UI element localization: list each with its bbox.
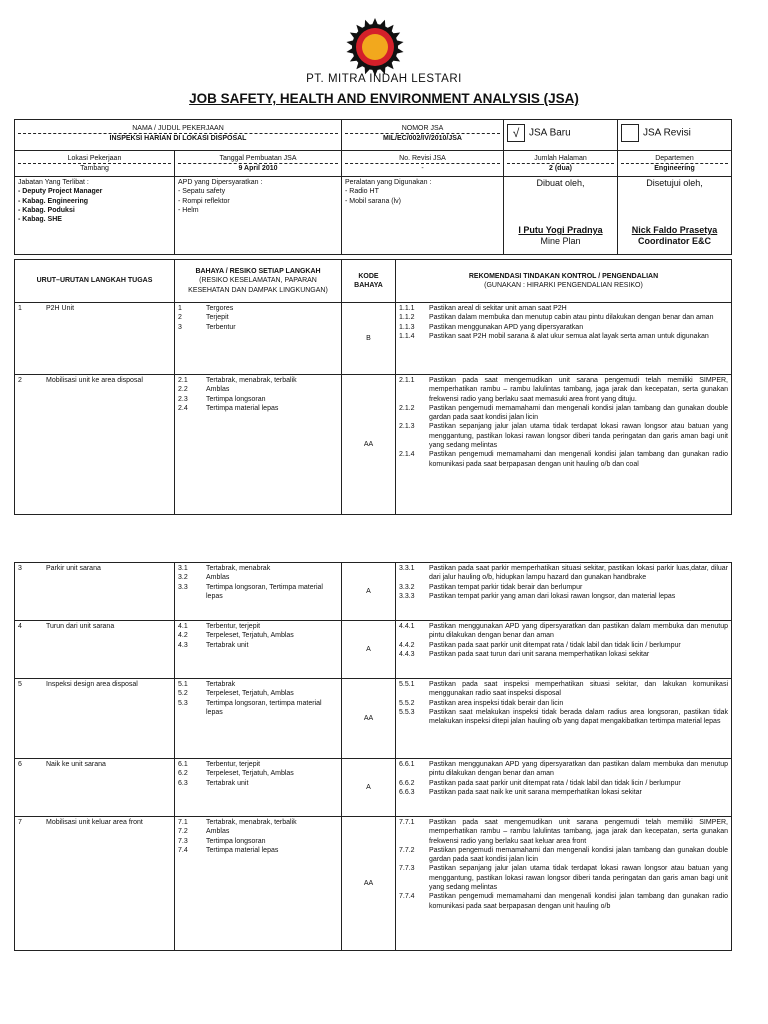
apd-item: - Helm bbox=[178, 206, 199, 214]
recommendation-text: Pastikan tempat parkir tidak berair dan berlumpur bbox=[429, 583, 583, 591]
hazard-text: Tertimpa longsoran, tertimpa material lepas bbox=[206, 699, 322, 716]
col-bahaya-sub: (RESIKO KESELAMATAN, PAPARAN KESEHATAN DAN DAMPAK LINGKUNGAN) bbox=[188, 277, 328, 294]
jabatan-item: - Kabag. Poduksi bbox=[18, 206, 75, 214]
hazard-text: Terpeleset, Terjatuh, Amblas bbox=[206, 690, 294, 698]
recommendation-text: Pastikan saat P2H mobil sarana & alat ukur semua alat layak serta aman untuk digunakan bbox=[429, 332, 709, 340]
recommendation-text: Pastikan pengemudi memamahami dan mengenali kondisi jalan tambang dan gunakan double gardan pada saat kondisi jalan licin bbox=[429, 404, 728, 422]
recommendation-item bbox=[399, 892, 728, 911]
recommendation-item bbox=[399, 422, 728, 450]
kode-bahaya: A bbox=[342, 563, 396, 621]
recommendation-item bbox=[399, 376, 728, 404]
col-urutan: URUT–URUTAN LANGKAH TUGAS bbox=[15, 260, 175, 303]
hazard-text: Tertabrak unit bbox=[206, 641, 249, 649]
recommendation-item bbox=[399, 313, 728, 322]
jabatan-item: - Deputy Project Manager bbox=[18, 188, 103, 196]
recommendation-text: Pastikan pada saat turun dari unit sarana memperhatikan lokasi sekitar bbox=[429, 650, 650, 658]
step-task: Mobilisasi unit keluar area front bbox=[46, 819, 143, 826]
table-row bbox=[15, 563, 732, 621]
recommendation-item bbox=[399, 680, 728, 699]
step-task: Naik ke unit sarana bbox=[46, 761, 106, 768]
revisi-label: No. Revisi JSA bbox=[345, 154, 500, 164]
col-rekomendasi: REKOMENDASI TINDAKAN KONTROL / PENGENDALIAN bbox=[468, 272, 659, 280]
hazard-number: 2 bbox=[178, 314, 182, 322]
recommendation-text: Pastikan pengemudi memamahami dan mengenali kondisi jalan tambang dan gunakan radio komunikasi pada saat berpapasan dengan unit hauling o/b bbox=[429, 893, 728, 910]
kode-bahaya: A bbox=[342, 621, 396, 679]
hazard-item bbox=[178, 837, 338, 846]
recommendation-cell bbox=[396, 303, 732, 375]
hazard-item bbox=[178, 699, 338, 718]
recommendation-item bbox=[399, 708, 728, 727]
hazard-text: Tertabrak, menabrak bbox=[206, 565, 271, 572]
recommendation-item bbox=[399, 818, 728, 846]
hazard-text: Terbentur, terjepit bbox=[206, 623, 261, 630]
step-number: 2 bbox=[18, 377, 22, 384]
step-number: 1 bbox=[18, 305, 22, 312]
peralatan-item: - Radio HT bbox=[345, 188, 379, 196]
step-cell bbox=[15, 621, 175, 679]
hazard-text: Amblas bbox=[206, 828, 230, 836]
hazard-cell bbox=[175, 759, 342, 817]
hazard-number: 7.4 bbox=[178, 846, 188, 854]
step-cell bbox=[15, 759, 175, 817]
recommendation-item bbox=[399, 622, 728, 641]
kode-bahaya: AA bbox=[342, 679, 396, 759]
document-title: JOB SAFETY, HEALTH AND ENVIRONMENT ANALYSIS (JSA) bbox=[189, 91, 579, 106]
peralatan-label: Peralatan yang Digunakan : bbox=[345, 179, 432, 186]
jsa-info-table bbox=[14, 119, 732, 255]
nomor-value: MIL/EC/002/IV/2010/JSA bbox=[383, 135, 462, 143]
dibuat-name: I Putu Yogi Pradnya bbox=[518, 225, 603, 235]
hazard-number: 1 bbox=[178, 305, 182, 312]
recommendation-number: 1.1.4 bbox=[399, 332, 415, 340]
hazard-cell bbox=[175, 375, 342, 515]
recommendation-cell bbox=[396, 375, 732, 515]
step-number: 3 bbox=[18, 565, 22, 572]
hazard-number: 6.1 bbox=[178, 761, 188, 768]
hazard-number: 4.3 bbox=[178, 641, 188, 649]
hazard-number: 6.2 bbox=[178, 770, 188, 778]
recommendation-number: 6.6.2 bbox=[399, 779, 415, 787]
recommendation-item bbox=[399, 650, 728, 659]
disetujui-role: Coordinator E&C bbox=[638, 236, 711, 246]
recommendation-item bbox=[399, 304, 728, 313]
hazard-number: 6.3 bbox=[178, 779, 188, 787]
hazard-number: 2.3 bbox=[178, 395, 188, 403]
hazard-text: Tertabrak bbox=[206, 681, 236, 688]
hazard-text: Tertimpa longsoran bbox=[206, 837, 266, 845]
apd-item: - Rompi reflektor bbox=[178, 197, 230, 205]
recommendation-item bbox=[399, 864, 728, 892]
hazard-text: Terpeleset, Terjatuh, Amblas bbox=[206, 770, 294, 778]
hazard-text: Tergores bbox=[206, 305, 234, 312]
peralatan-item: - Mobil sarana (lv) bbox=[345, 197, 402, 205]
hazard-number: 5.1 bbox=[178, 681, 188, 688]
hazard-item bbox=[178, 313, 338, 322]
recommendation-text: Pastikan pada saat parkir unit ditempat rata / tidak labil dan tidak licin / berlumpur bbox=[429, 779, 681, 787]
recommendation-item bbox=[399, 323, 728, 332]
jsa-revisi-label: JSA Revisi bbox=[643, 127, 691, 139]
hazard-item bbox=[178, 769, 338, 778]
hazard-cell bbox=[175, 621, 342, 679]
recommendation-item bbox=[399, 699, 728, 708]
hazard-item bbox=[178, 631, 338, 640]
tanggal-value: 9 April 2010 bbox=[238, 165, 278, 173]
disetujui-label: Disetujui oleh, bbox=[646, 178, 703, 188]
recommendation-text: Pastikan pada saat mengemudikan unit sarana pengemudi telah memiliki SIMPER, memperhatikan rambu – rambu lalulintas tambang, jaga jarak dan kecepatan, serta gunakan frekwensi radio yang berlaku saat keluar area front bbox=[429, 819, 728, 845]
recommendation-item bbox=[399, 450, 728, 469]
step-item bbox=[18, 304, 171, 313]
recommendation-cell bbox=[396, 817, 732, 951]
hazard-item bbox=[178, 404, 338, 413]
nama-value: INSPEKSI HARIAN DI LOKASI DISPOSAL bbox=[109, 135, 247, 143]
jsa-steps-table-2 bbox=[14, 562, 732, 951]
hazard-number: 2.2 bbox=[178, 386, 188, 394]
step-item bbox=[18, 760, 171, 769]
hazard-item bbox=[178, 680, 338, 689]
step-cell bbox=[15, 679, 175, 759]
hazard-text: Tertabrak unit bbox=[206, 779, 249, 787]
recommendation-item bbox=[399, 641, 728, 650]
hazard-cell bbox=[175, 817, 342, 951]
recommendation-number: 2.1.3 bbox=[399, 423, 415, 431]
recommendation-number: 3.3.1 bbox=[399, 565, 415, 572]
revisi-value: - bbox=[421, 165, 424, 173]
hazard-item bbox=[178, 304, 338, 313]
hazard-number: 2.1 bbox=[178, 377, 188, 384]
departemen-value: Engineering bbox=[654, 165, 695, 173]
hazard-number: 7.3 bbox=[178, 837, 188, 845]
step-item bbox=[18, 376, 171, 385]
step-task: P2H Unit bbox=[46, 305, 75, 312]
col-kode-sub: BAHAYA bbox=[354, 282, 383, 289]
recommendation-number: 4.4.2 bbox=[399, 641, 415, 649]
hazard-text: Tertimpa longsoran, Tertimpa material lepas bbox=[206, 583, 323, 600]
recommendation-number: 3.3.3 bbox=[399, 592, 415, 600]
hazard-cell bbox=[175, 563, 342, 621]
recommendation-text: Pastikan pada saat naik ke unit sarana memperhatikan lokasi sekitar bbox=[429, 788, 642, 796]
hazard-text: Tertimpa material lepas bbox=[206, 404, 279, 412]
recommendation-text: Pastikan area inspeksi tidak berair dan licin bbox=[429, 699, 564, 707]
recommendation-text: Pastikan tempat parkir yang aman dari lokasi rawan longsor, dan material lepas bbox=[429, 592, 676, 600]
hazard-text: Tertimpa material lepas bbox=[206, 846, 279, 854]
recommendation-item bbox=[399, 760, 728, 779]
lokasi-label: Lokasi Pekerjaan bbox=[18, 154, 171, 164]
recommendation-text: Pastikan menggunakan APD yang dipersyaratkan bbox=[429, 323, 584, 331]
hazard-text: Tertimpa longsoran bbox=[206, 395, 266, 403]
recommendation-cell bbox=[396, 679, 732, 759]
jabatan-item: - Kabag. SHE bbox=[18, 216, 62, 224]
recommendation-number: 7.7.3 bbox=[399, 865, 415, 873]
hazard-number: 7.1 bbox=[178, 819, 188, 826]
recommendation-number: 5.5.1 bbox=[399, 681, 415, 688]
hazard-number: 3.2 bbox=[178, 574, 188, 582]
recommendation-text: Pastikan pengemudi memamahami dan mengenali kondisi jalan tambang dan gunakan radio komunikasi pada saat berpapasan dengan unit hauling o/b dan coal bbox=[429, 451, 728, 468]
hazard-item bbox=[178, 689, 338, 698]
step-cell bbox=[15, 563, 175, 621]
recommendation-text: Pastikan menggunakan APD yang dipersyaratkan dan pastikan dalam membuka dan menutup pintu dilakukan dengan benar dan aman bbox=[429, 761, 728, 778]
table-row bbox=[15, 759, 732, 817]
jabatan-label: Jabatan Yang Terlibat : bbox=[18, 179, 89, 186]
recommendation-number: 1.1.1 bbox=[399, 305, 415, 312]
recommendation-number: 1.1.2 bbox=[399, 314, 415, 322]
departemen-label: Departemen bbox=[621, 154, 728, 164]
recommendation-text: Pastikan dalam membuka dan menutup cabin atau pintu dilakukan dengan benar dan aman bbox=[429, 314, 714, 322]
hazard-text: Terbentur, terjepit bbox=[206, 761, 261, 768]
hazard-number: 4.2 bbox=[178, 632, 188, 640]
hazard-item bbox=[178, 846, 338, 855]
recommendation-text: Pastikan sepanjang jalur jalan utama tidak terdapat lokasi rawan longsor atau batuan yang menggantung, pastikan lokasi rawan longsor diberi tanda peringatan dan garis aman bagi unit yang sedang melintas bbox=[429, 865, 728, 892]
step-cell bbox=[15, 817, 175, 951]
recommendation-text: Pastikan pada saat parkir unit ditempat rata / tidak labil dan tidak licin / berlumpur bbox=[429, 641, 681, 649]
halaman-label: Jumlah Halaman bbox=[507, 154, 614, 164]
kode-bahaya: AA bbox=[342, 817, 396, 951]
company-name: PT. MITRA INDAH LESTARI bbox=[306, 73, 462, 85]
recommendation-cell bbox=[396, 621, 732, 679]
recommendation-cell bbox=[396, 563, 732, 621]
recommendation-number: 4.4.1 bbox=[399, 623, 415, 630]
recommendation-number: 3.3.2 bbox=[399, 583, 415, 591]
step-cell bbox=[15, 375, 175, 515]
recommendation-number: 4.4.3 bbox=[399, 650, 415, 658]
hazard-item bbox=[178, 827, 338, 836]
hazard-number: 4.1 bbox=[178, 623, 188, 630]
recommendation-text: Pastikan pada saat mengemudikan unit sarana pengemudi telah memiliki SIMPER, memperhatikan rambu – rambu lalulintas tambang, jaga jarak dan kecepatan, serta gunakan frekwensi radio yang berlaku saat memasuki area front yang dituju. bbox=[429, 377, 728, 403]
step-task: Mobilisasi unit ke area disposal bbox=[46, 377, 143, 384]
hazard-number: 2.4 bbox=[178, 404, 188, 412]
recommendation-number: 2.1.1 bbox=[399, 377, 415, 384]
lokasi-value: Tambang bbox=[80, 165, 109, 173]
dibuat-label: Dibuat oleh, bbox=[536, 178, 585, 188]
recommendation-item bbox=[399, 404, 728, 423]
recommendation-item bbox=[399, 846, 728, 865]
col-rekomendasi-sub: (GUNAKAN : HIRARKI PENGENDALIAN RESIKO) bbox=[484, 282, 643, 289]
recommendation-number: 1.1.3 bbox=[399, 323, 415, 331]
nomor-label: NOMOR JSA bbox=[345, 124, 500, 134]
recommendation-number: 5.5.3 bbox=[399, 708, 415, 716]
hazard-number: 5.3 bbox=[178, 699, 188, 707]
hazard-item bbox=[178, 573, 338, 582]
kode-bahaya: AA bbox=[342, 375, 396, 515]
dibuat-role: Mine Plan bbox=[540, 236, 581, 246]
hazard-number: 3.3 bbox=[178, 583, 188, 591]
recommendation-text: Pastikan pada saat parkir memperhatikan situasi sekitar, pastikan lokasi parkir luas,datar, diluar dari jalur hauling o/b, hidupkan lampu hazard dan gunakan handbrake bbox=[429, 565, 728, 582]
recommendation-text: Pastikan pengemudi memamahami dan mengenali kondisi jalan tambang dan gunakan double gardan pada saat kondisi jalan licin bbox=[429, 846, 728, 864]
recommendation-text: Pastikan menggunakan APD yang dipersyaratkan dan pastikan dalam membuka dan menutup pintu dilakukan dengan benar dan aman bbox=[429, 623, 728, 640]
jsa-steps-table-1 bbox=[14, 259, 732, 515]
hazard-text: Tertabrak, menabrak, terbalik bbox=[206, 819, 297, 826]
hazard-text: Terbentur bbox=[206, 323, 236, 331]
step-number: 7 bbox=[18, 819, 22, 826]
col-kode: KODE bbox=[358, 272, 379, 280]
hazard-cell bbox=[175, 679, 342, 759]
hazard-item bbox=[178, 385, 338, 394]
recommendation-text: Pastikan sepanjang jalur jalan utama tidak terdapat lokasi rawan longsor atau batuan yang menggantung, pastikan lokasi rawan longsor diberi tanda peringatan dan garis aman bagi unit yang sedang melintas bbox=[429, 423, 728, 450]
step-item bbox=[18, 564, 171, 573]
hazard-text: Tertabrak, menabrak, terbalik bbox=[206, 377, 297, 384]
recommendation-number: 7.7.1 bbox=[399, 819, 415, 826]
recommendation-text: Pastikan areal di sekitar unit aman saat P2H bbox=[429, 305, 567, 312]
hazard-item bbox=[178, 818, 338, 827]
hazard-text: Amblas bbox=[206, 574, 230, 582]
tanggal-label: Tanggal Pembuatan JSA bbox=[178, 154, 338, 164]
hazard-item bbox=[178, 641, 338, 650]
recommendation-number: 5.5.2 bbox=[399, 699, 415, 707]
nama-label: NAMA / JUDUL PEKERJAAN bbox=[18, 124, 338, 134]
step-task: Inspeksi design area disposal bbox=[46, 681, 138, 688]
step-item bbox=[18, 818, 171, 827]
hazard-item bbox=[178, 564, 338, 573]
halaman-value: 2 (dua) bbox=[549, 165, 572, 173]
table-row bbox=[15, 679, 732, 759]
jsa-baru-label: JSA Baru bbox=[529, 127, 571, 139]
hazard-item bbox=[178, 779, 338, 788]
step-number: 5 bbox=[18, 681, 22, 688]
hazard-item bbox=[178, 395, 338, 404]
hazard-item bbox=[178, 622, 338, 631]
step-task: Turun dari unit sarana bbox=[46, 623, 115, 630]
recommendation-number: 6.6.3 bbox=[399, 788, 415, 796]
table-row bbox=[15, 621, 732, 679]
step-task: Parkir unit sarana bbox=[46, 565, 101, 572]
recommendation-number: 7.7.4 bbox=[399, 893, 415, 901]
hazard-number: 3.1 bbox=[178, 565, 188, 572]
recommendation-text: Pastikan saat melakukan inspeksi tidak berada dalam radius area longsoran, pastikan tidak melakukan inspeksi ditepi jalan hauling o/b yang dapat mengakibatkan tertimpa material lepas bbox=[429, 708, 728, 726]
recommendation-number: 6.6.1 bbox=[399, 761, 415, 768]
recommendation-number: 7.7.2 bbox=[399, 846, 415, 854]
step-item bbox=[18, 622, 171, 631]
hazard-text: Terjepit bbox=[206, 314, 229, 322]
hazard-item bbox=[178, 323, 338, 332]
step-number: 4 bbox=[18, 623, 22, 630]
jabatan-item: - Kabag. Engineering bbox=[18, 197, 89, 205]
apd-label: APD yang Dipersyaratkan : bbox=[178, 179, 263, 186]
jsa-baru-checkbox[interactable]: √ bbox=[507, 124, 525, 142]
table-row bbox=[15, 303, 732, 375]
col-bahaya: BAHAYA / RESIKO SETIAP LANGKAH bbox=[195, 268, 321, 276]
table-row bbox=[15, 375, 732, 515]
step-number: 6 bbox=[18, 761, 22, 768]
disetujui-name: Nick Faldo Prasetya bbox=[631, 225, 718, 235]
recommendation-item bbox=[399, 583, 728, 592]
table-row bbox=[15, 817, 732, 951]
hazard-text: Terpeleset, Terjatuh, Amblas bbox=[206, 632, 294, 640]
hazard-number: 7.2 bbox=[178, 828, 188, 836]
apd-item: - Sepatu safety bbox=[178, 188, 226, 196]
hazard-item bbox=[178, 760, 338, 769]
recommendation-item bbox=[399, 788, 728, 797]
hazard-number: 5.2 bbox=[178, 690, 188, 698]
recommendation-text: Pastikan pada saat inspeksi memperhatikan situasi sekitar, dan lakukan komunikasi menggunakan radio saat inspeksi disposal bbox=[429, 681, 728, 698]
recommendation-item bbox=[399, 332, 728, 341]
recommendation-cell bbox=[396, 759, 732, 817]
recommendation-number: 2.1.4 bbox=[399, 451, 415, 459]
hazard-number: 3 bbox=[178, 323, 182, 331]
step-cell bbox=[15, 303, 175, 375]
recommendation-item bbox=[399, 592, 728, 601]
hazard-text: Amblas bbox=[206, 386, 230, 394]
company-logo-icon bbox=[346, 18, 404, 76]
hazard-item bbox=[178, 583, 338, 602]
kode-bahaya: B bbox=[342, 303, 396, 375]
step-item bbox=[18, 680, 171, 689]
recommendation-item bbox=[399, 779, 728, 788]
jsa-revisi-checkbox[interactable] bbox=[621, 124, 639, 142]
recommendation-item bbox=[399, 564, 728, 583]
recommendation-number: 2.1.2 bbox=[399, 404, 415, 412]
hazard-item bbox=[178, 376, 338, 385]
kode-bahaya: A bbox=[342, 759, 396, 817]
hazard-cell bbox=[175, 303, 342, 375]
